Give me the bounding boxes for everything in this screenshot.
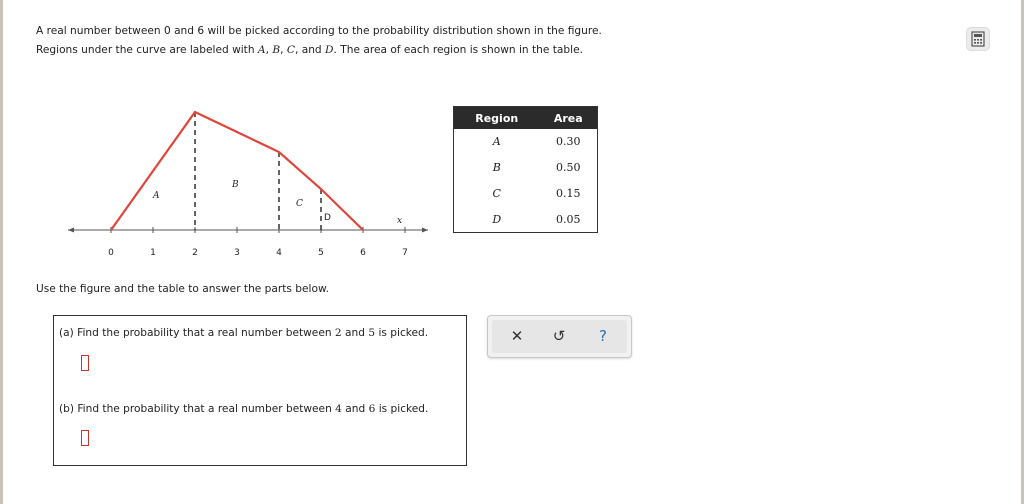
tick-label: 6 bbox=[360, 248, 366, 258]
region-name: B bbox=[272, 44, 281, 56]
text-segment: , bbox=[280, 44, 287, 56]
text-segment: and bbox=[341, 403, 369, 415]
question-box bbox=[53, 315, 467, 466]
problem-line-1 bbox=[36, 22, 602, 41]
calculator-icon bbox=[971, 31, 985, 47]
close-icon: ✕ bbox=[510, 327, 524, 345]
x-axis-right-arrow bbox=[422, 228, 428, 233]
text-segment: A real number between bbox=[36, 25, 164, 37]
tick-label: 3 bbox=[234, 248, 240, 258]
cell-area: 0.15 bbox=[555, 186, 581, 200]
left-edge bbox=[0, 0, 3, 504]
number: 4 bbox=[335, 403, 342, 415]
number: 5 bbox=[368, 327, 376, 339]
table-row bbox=[454, 180, 598, 206]
number: 6 bbox=[368, 403, 376, 415]
region-name: C bbox=[286, 44, 295, 56]
cell-region: B bbox=[492, 161, 501, 175]
region-label-b: B bbox=[232, 180, 239, 190]
region-name: A bbox=[257, 44, 266, 56]
table-header-row bbox=[454, 107, 598, 130]
action-toolbar bbox=[487, 315, 632, 358]
text-segment: Regions under the curve are labeled with bbox=[36, 44, 258, 56]
text-segment: and bbox=[341, 327, 369, 339]
help-button[interactable] bbox=[588, 320, 618, 353]
table-row bbox=[454, 155, 598, 181]
calculator-button[interactable] bbox=[966, 27, 990, 51]
tick-label: 1 bbox=[150, 248, 156, 258]
question-a-text bbox=[59, 327, 428, 339]
region-label-c: C bbox=[296, 199, 303, 209]
undo-icon: ↺ bbox=[552, 327, 566, 345]
instructions-text: Use the figure and the table to answer the parts below. bbox=[36, 283, 330, 295]
region-label-d: D bbox=[324, 213, 331, 223]
region-name: D bbox=[325, 44, 334, 56]
text-segment: , and bbox=[294, 44, 326, 56]
action-toolbar-inner bbox=[492, 320, 627, 353]
answer-b-input[interactable] bbox=[81, 430, 89, 446]
clear-button[interactable] bbox=[502, 320, 532, 353]
problem-line-2 bbox=[36, 41, 602, 60]
text-segment: . The area of each region is shown in the table. bbox=[333, 44, 583, 56]
column-header-region: Region bbox=[454, 107, 540, 130]
probability-graph bbox=[60, 100, 440, 265]
cell-area: 0.05 bbox=[555, 212, 581, 226]
text-segment: (a) Find the probability that a real number between bbox=[59, 327, 335, 339]
cell-area: 0.50 bbox=[555, 161, 581, 175]
table-row bbox=[454, 206, 598, 232]
table-row bbox=[454, 129, 598, 155]
axis-label-x: x bbox=[397, 216, 403, 226]
x-axis-left-arrow bbox=[68, 228, 74, 233]
region-label-a: A bbox=[153, 191, 160, 201]
cell-region: A bbox=[492, 135, 501, 149]
cell-region: D bbox=[492, 212, 502, 226]
answer-a-input[interactable] bbox=[81, 355, 89, 371]
tick-label: 2 bbox=[192, 248, 198, 258]
text-segment: will be picked according to the probability distribution shown in the figure. bbox=[204, 25, 602, 37]
number: 2 bbox=[334, 327, 342, 339]
cell-area: 0.30 bbox=[555, 135, 581, 149]
region-area-table bbox=[453, 106, 598, 233]
text-segment: , bbox=[265, 44, 273, 56]
question-b-text bbox=[59, 403, 428, 415]
undo-button[interactable] bbox=[544, 320, 574, 353]
cell-region: C bbox=[492, 186, 501, 200]
problem-statement bbox=[36, 22, 602, 60]
help-icon: ? bbox=[599, 327, 607, 345]
text-segment: is picked. bbox=[375, 403, 429, 415]
text-segment: is picked. bbox=[375, 327, 429, 339]
tick-label: 0 bbox=[108, 248, 114, 258]
tick-label: 5 bbox=[318, 248, 324, 258]
number: 0 bbox=[163, 25, 171, 37]
text-segment: and bbox=[170, 25, 198, 37]
number: 6 bbox=[197, 25, 205, 37]
tick-label: 4 bbox=[276, 248, 282, 258]
text-segment: (b) Find the probability that a real number between bbox=[59, 403, 336, 415]
tick-label: 7 bbox=[402, 248, 408, 258]
column-header-area: Area bbox=[539, 107, 597, 130]
